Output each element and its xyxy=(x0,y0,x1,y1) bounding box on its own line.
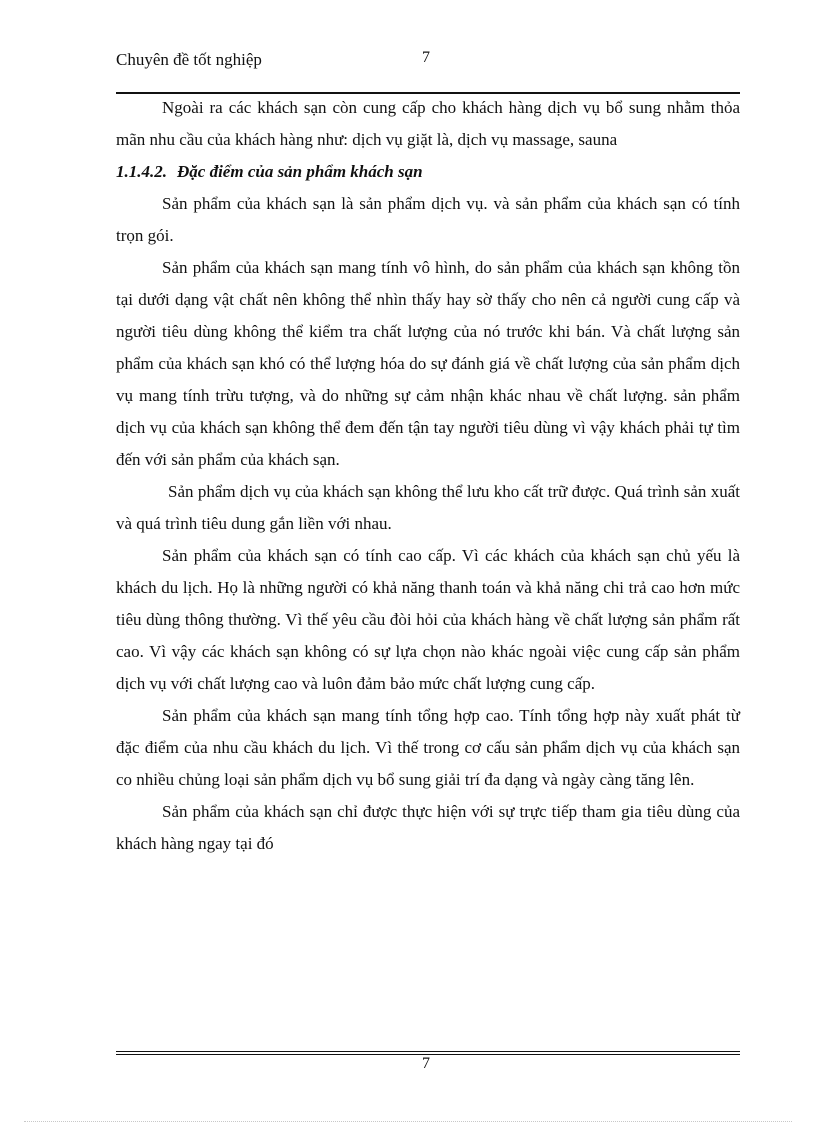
paragraph-high-end: Sản phẩm của khách sạn có tính cao cấp. Vì các khách của khách sạn chủ yếu là khách du lịch. Họ là những người có khả năng thanh toán và khả năng chi trả cao hơn mức tiêu dùng thông thường. Vì thế yêu cầu đòi hỏi của khách hàng về chất lượng sản phẩm rất cao. Vì vậy các khách sạn không có sự lựa chọn nào khác ngoài việc cung cấp sản phẩm dịch vụ với chất lượng cao và luôn đảm bảo mức chất lượng cung cấp. xyxy=(116,546,740,693)
paragraph-additional-services: Ngoài ra các khách sạn còn cung cấp cho khách hàng dịch vụ bổ sung nhằm thỏa mãn nhu cầu của khách hàng như: dịch vụ giặt là, dịch vụ massage, sauna xyxy=(116,98,740,149)
paragraph-direct-consumption: Sản phẩm của khách sạn chỉ được thực hiện với sự trực tiếp tham gia tiêu dùng của khách hàng ngay tại đó xyxy=(116,802,740,853)
section-heading xyxy=(116,156,740,188)
paragraph-no-storage: Sản phẩm dịch vụ của khách sạn không thể lưu kho cất trữ được. Quá trình sản xuất và quá trình tiêu dung gắn liền với nhau. xyxy=(116,482,740,533)
section-number: 1.1.4.2. xyxy=(116,162,167,181)
document-body xyxy=(116,92,740,860)
header-title: Chuyên đề tốt nghiệp xyxy=(116,50,262,69)
paragraph-comprehensive: Sản phẩm của khách sạn mang tính tổng hợp cao. Tính tổng hợp này xuất phát từ đặc điểm của nhu cầu khách du lịch. Vì thế trong cơ cấu sản phẩm dịch vụ của khách sạn co nhiều chủng loại sản phẩm dịch vụ bổ sung giải trí đa dạng và ngày càng tăng lên. xyxy=(116,706,740,789)
footer-divider-top xyxy=(116,1051,740,1052)
paragraph-service-product: Sản phẩm của khách sạn là sản phẩm dịch vụ. và sản phẩm của khách sạn có tính trọn gói. xyxy=(116,194,740,245)
page-bottom-edge xyxy=(24,1121,792,1122)
footer-page-number: 7 xyxy=(422,1055,430,1072)
header-page-number: 7 xyxy=(422,49,430,66)
paragraph-intangible: Sản phẩm của khách sạn mang tính vô hình, do sản phẩm của khách sạn không tồn tại dưới dạng vật chất nên không thể nhìn thấy hay sờ thấy cho nên cả người cung cấp và người tiêu dùng không thể kiểm tra chất lượng của nó trước khi bán. Và chất lượng sản phẩm của khách sạn khó có thể lượng hóa do sự đánh giá về chất lượng của sản phẩm dịch vụ mang tính trừu tượng, và do những sự cảm nhận khác nhau về chất lượng. sản phẩm dịch vụ của khách sạn không thể đem đến tận tay người tiêu dùng vì vậy khách phải tự tìm đến với sản phẩm của khách sạn. xyxy=(116,258,740,469)
section-title: Đặc điểm của sản phẩm khách sạn xyxy=(177,162,423,181)
